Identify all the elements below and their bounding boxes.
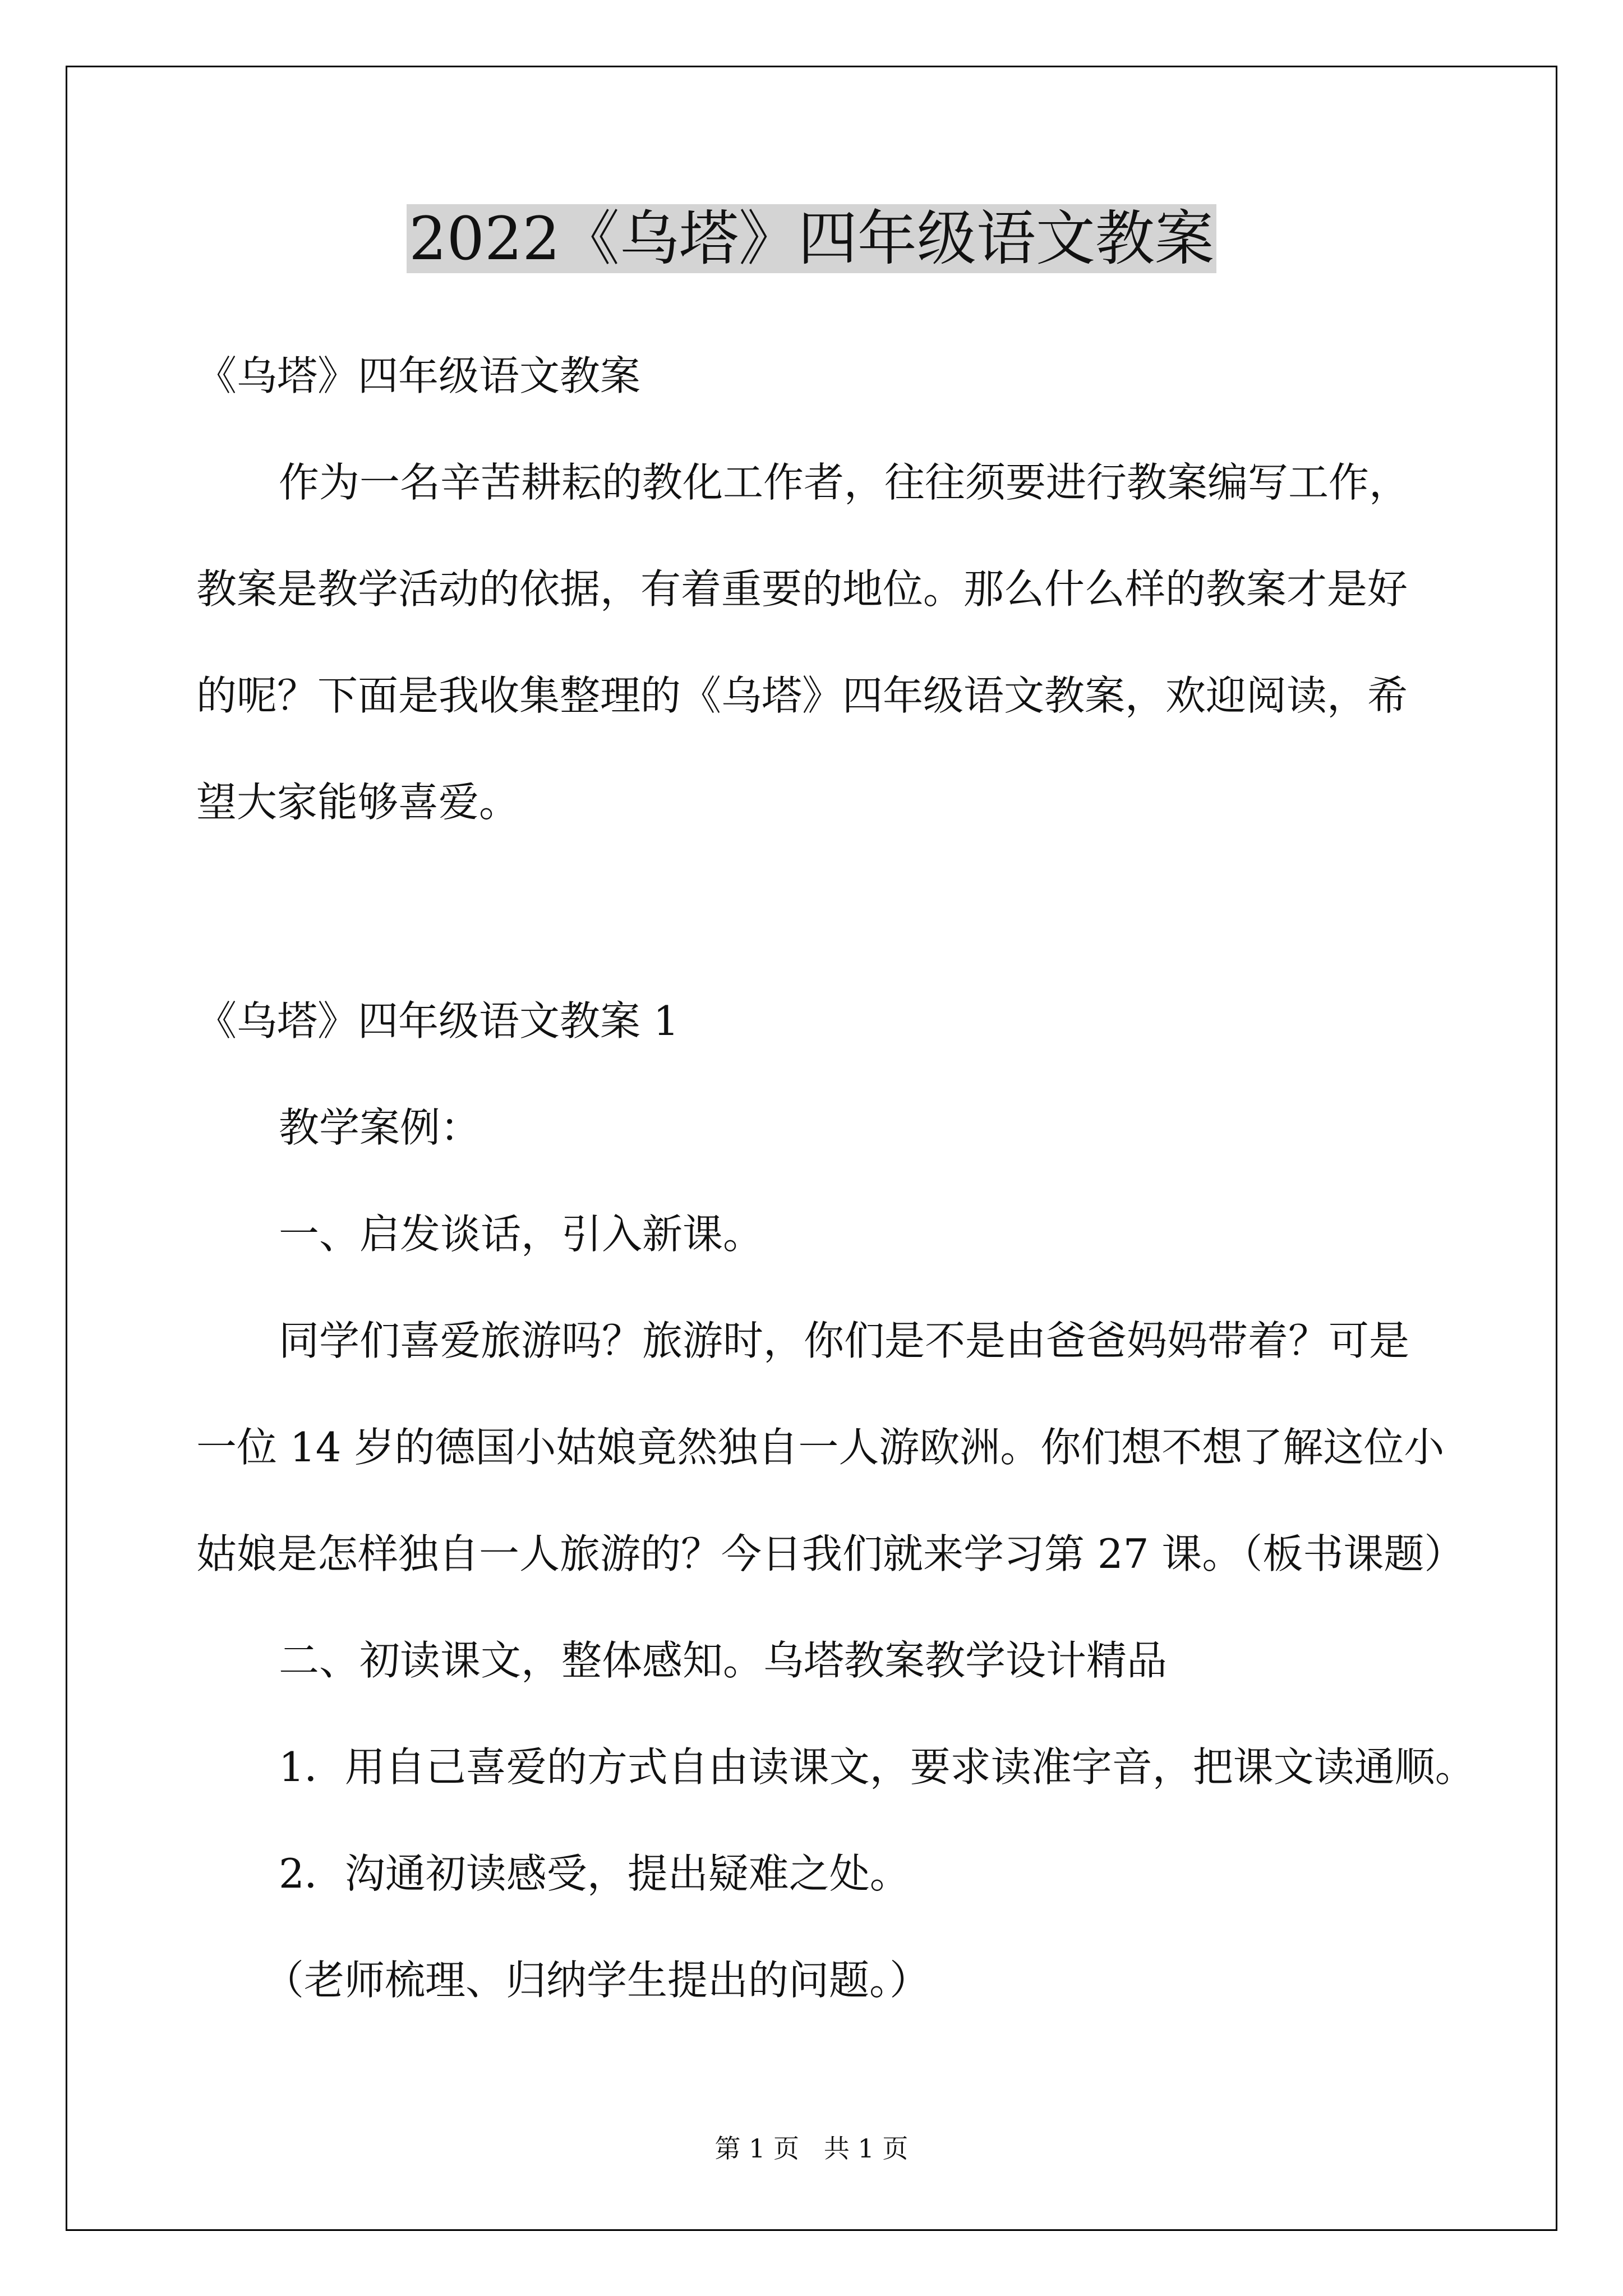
subtitle-line: 《乌塔》四年级语文教案 <box>196 352 641 399</box>
step-one-heading: 一、启发谈话，引入新课。 <box>279 1211 764 1258</box>
step-two-item-1: 1．用自己喜爱的方式自由读课文，要求读准字音，把课文读通顺。 <box>279 1743 1476 1791</box>
body-line-2: 一位 14 岁的德国小姑娘竟然独自一人游欧洲。你们想不想了解这位小 <box>196 1424 1445 1471</box>
intro-line-3: 的呢？下面是我收集整理的《乌塔》四年级语文教案，欢迎阅读，希 <box>196 672 1408 719</box>
document-title <box>0 200 1623 278</box>
teacher-note: （老师梳理、归纳学生提出的问题。） <box>264 1957 930 2004</box>
body-line-1: 同学们喜爱旅游吗？旅游时，你们是不是由爸爸妈妈带着？可是 <box>279 1317 1410 1364</box>
page-footer: 第 1 页 共 1 页 <box>714 2133 909 2164</box>
document-title-text: 2022《乌塔》四年级语文教案 <box>407 204 1216 273</box>
case-label: 教学案例： <box>279 1104 481 1151</box>
intro-line-2: 教案是教学活动的依据，有着重要的地位。那么什么样的教案才是好 <box>196 565 1408 613</box>
intro-line-1: 作为一名辛苦耕耘的教化工作者，往往须要进行教案编写工作， <box>279 459 1410 506</box>
body-line-3: 姑娘是怎样独自一人旅游的？今日我们就来学习第 27 课。（板书课题） <box>196 1530 1465 1577</box>
intro-line-4: 望大家能够喜爱。 <box>196 779 520 826</box>
section-heading: 《乌塔》四年级语文教案 1 <box>196 997 679 1045</box>
step-two-item-2: 2．沟通初读感受，提出疑难之处。 <box>279 1850 910 1897</box>
step-two-heading: 二、初读课文，整体感知。乌塔教案教学设计精品 <box>279 1637 1168 1684</box>
